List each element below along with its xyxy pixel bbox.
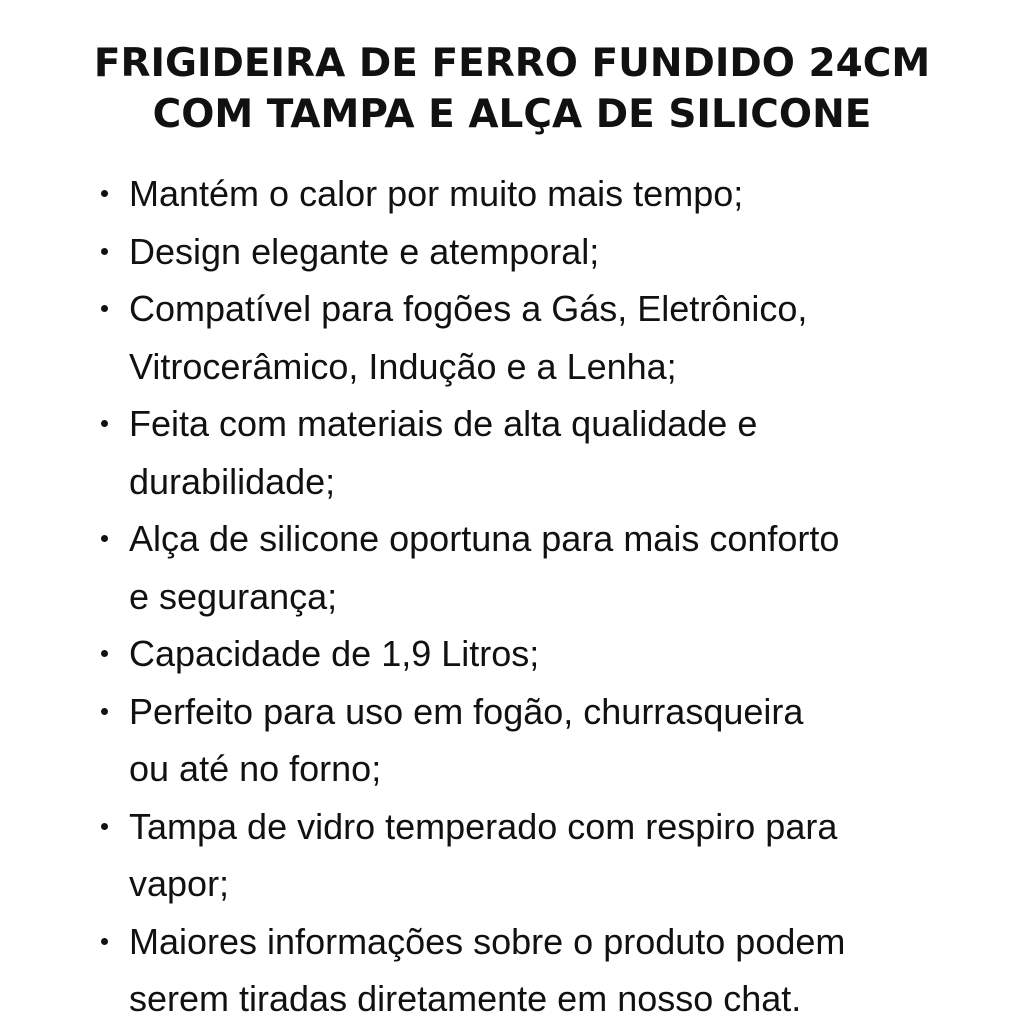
feature-text: Design elegante e atemporal; bbox=[129, 230, 600, 272]
feature-text: e segurança; bbox=[129, 575, 338, 617]
feature-text: Tampa de vidro temperado com respiro para bbox=[129, 805, 838, 847]
feature-text: Perfeito para uso em fogão, churrasqueira bbox=[129, 690, 804, 732]
feature-text: Compatível para fogões a Gás, Eletrônico, bbox=[129, 288, 808, 329]
feature-text: durabilidade; bbox=[129, 460, 336, 502]
feature-text: Feita com materiais de alta qualidade e bbox=[129, 403, 758, 444]
feature-item bbox=[95, 280, 995, 395]
bullet-icon bbox=[101, 305, 108, 312]
feature-text: Maiores informações sobre o produto podem bbox=[129, 920, 846, 962]
product-title-line-2: COM TAMPA E ALÇA DE SILICONE bbox=[152, 92, 872, 137]
feature-item bbox=[95, 165, 995, 223]
bullet-icon bbox=[101, 650, 108, 657]
bullet-icon bbox=[101, 823, 108, 830]
feature-text: Capacidade de 1,9 Litros; bbox=[129, 633, 540, 674]
bullet-icon bbox=[101, 708, 108, 715]
feature-item bbox=[95, 223, 995, 281]
bullet-icon bbox=[101, 190, 108, 197]
feature-item bbox=[95, 510, 995, 625]
bullet-icon bbox=[101, 938, 108, 945]
bullet-icon bbox=[101, 248, 108, 255]
feature-item bbox=[95, 395, 995, 510]
feature-text: vapor; bbox=[129, 863, 230, 904]
feature-text: Vitrocerâmico, Indução e a Lenha; bbox=[129, 345, 677, 387]
feature-text: Mantém o calor por muito mais tempo; bbox=[129, 173, 744, 214]
product-title-line-1: FRIGIDEIRA DE FERRO FUNDIDO 24CM bbox=[93, 41, 931, 86]
bullet-icon bbox=[101, 535, 108, 542]
feature-list bbox=[95, 165, 995, 1028]
feature-item bbox=[95, 625, 995, 683]
bullet-icon bbox=[101, 420, 108, 427]
feature-text: ou até no forno; bbox=[129, 748, 382, 789]
feature-item bbox=[95, 683, 995, 798]
feature-text: Alça de silicone oportuna para mais conforto bbox=[129, 518, 840, 559]
product-title bbox=[0, 38, 1024, 140]
feature-text: serem tiradas diretamente em nosso chat. bbox=[129, 978, 802, 1019]
feature-item bbox=[95, 913, 995, 1028]
feature-item bbox=[95, 798, 995, 913]
